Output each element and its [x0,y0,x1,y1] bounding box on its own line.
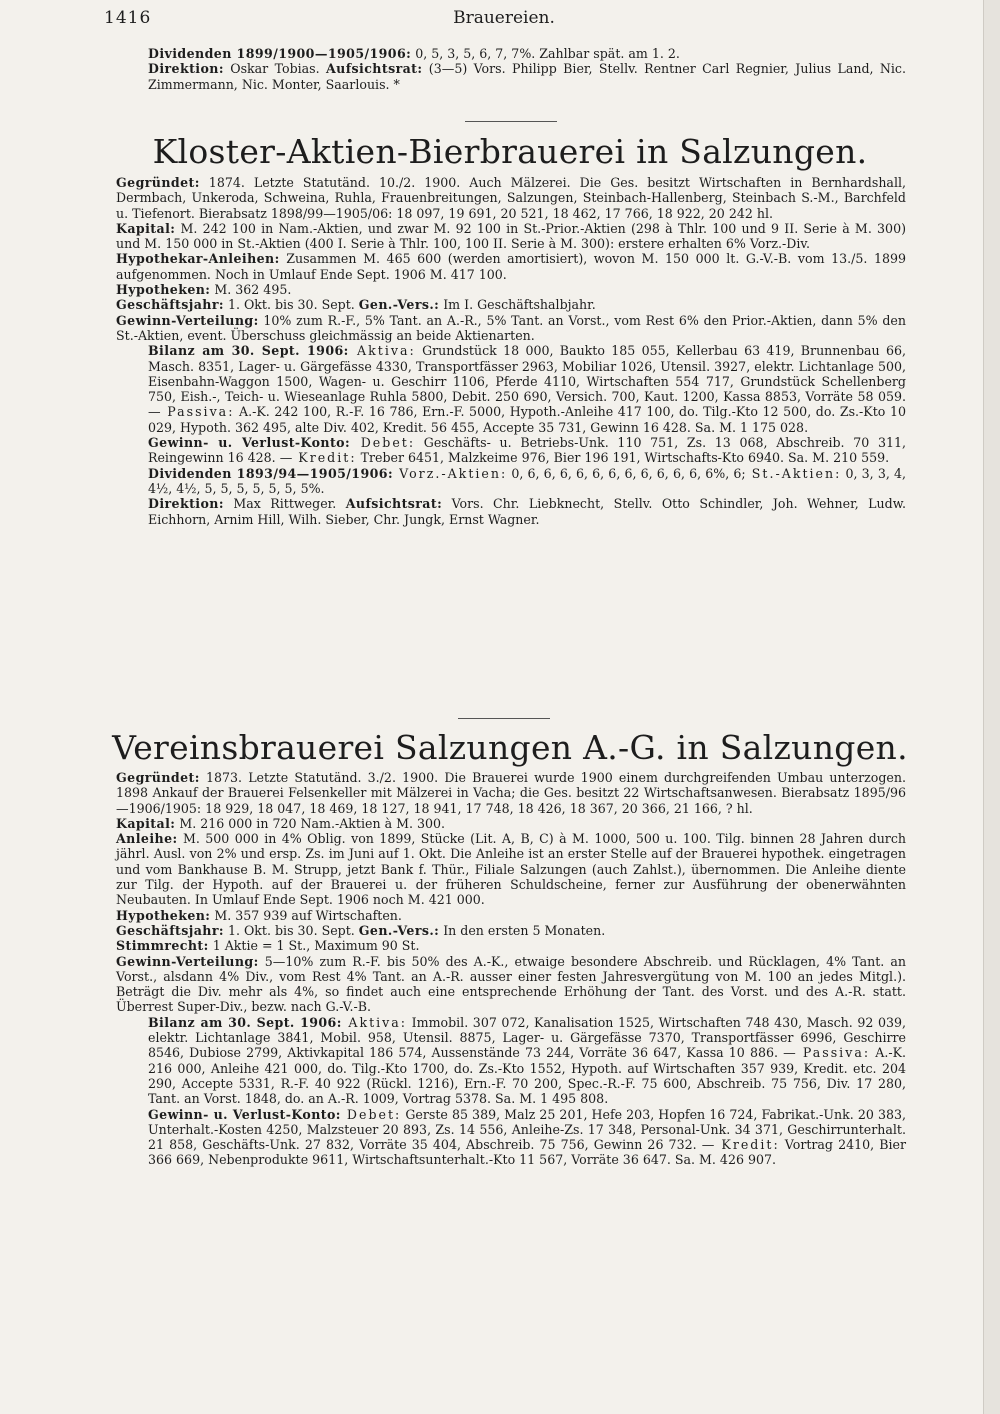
para-sp1: Vorz.-Aktien: [393,465,508,481]
para-text: 1874. Letzte Statutänd. 10./2. 1900. Auch Mälzerei. Die Ges. besitzt Wirtschaften in Bernhardshall, Dermbach, Unkeroda, Schweina, Ruhla, Frauenbreitungen, Salzungen, Steinbach-Hallenberg, Steinbach S.-M., Barchfeld u. Tiefenort. Bierabsatz 1898/99—1905/06: 18 097, 19 691, 20 521, 18 462, 17 766, 18 922, 20 242 hl. [116,175,906,221]
entry-paragraph [116,938,906,953]
para-label: Anleihe: [116,831,178,847]
para-label: Stimmrecht: [116,938,209,954]
para-label: Gewinn- u. Verlust-Konto: [148,1106,341,1122]
para-label: Geschäftsjahr: [116,922,224,938]
para-label: Gewinn- u. Verlust-Konto: [148,435,351,451]
para-text: M. 216 000 in 720 Nam.-Aktien à M. 300. [175,815,446,831]
para-label: Hypothekar-Anleihen: [116,251,280,267]
entry-paragraph [116,496,906,527]
previous-entry-tail [116,46,906,92]
para-text: Oskar Tobias. [223,61,327,77]
entry-paragraph [116,435,906,466]
para-sp2: Kredit: [292,450,357,466]
running-title: Brauereien. [453,8,555,28]
entry-paragraph [116,831,906,907]
para-text: Zusammen M. 465 600 (werden amortisiert), wovon M. 150 000 lt. G.-V.-B. vom 13./5. 1899 aufgenommen. Noch in Umlauf Ende Sept. 1906 M. 417 100. [116,251,906,282]
para-label: Hypotheken: [116,282,211,298]
para-label: Geschäftsjahr: [116,297,224,313]
entry-paragraph [116,954,906,1015]
para-label: Dividenden 1899/1900—1905/1906: [148,46,412,61]
para-sp1: Debet: [350,435,416,451]
entry-paragraph [116,923,906,938]
para-label2: Gen.-Vers.: [358,922,440,938]
para-label: Bilanz am 30. Sept. 1906: [148,1014,342,1030]
para-sp2: Passiva: [160,404,235,420]
para-sp2: St.-Aktien: [745,465,842,481]
para-label-2: Aufsichtsrat: [326,61,423,77]
para-text: M. 362 495. [210,282,292,298]
para-sp1: Aktiva: [341,1014,408,1030]
company-title-vereinsbrauerei: Vereinsbrauerei Salzungen A.-G. in Salzungen. [112,728,908,767]
para-text2: Vortrag 2410, Bier 366 669, Nebenprodukte 9611, Wirtschaftsunterhalt.-Kto 11 567, Vorräte 36 647. Sa. M. 426 907. [148,1137,907,1168]
company-title-kloster: Kloster-Aktien-Bierbrauerei in Salzungen. [152,132,868,171]
page-number: 1416 [104,8,152,28]
prev-dividends [116,46,906,61]
entry-paragraph [116,1015,906,1107]
page-edge [983,0,1000,1414]
para-label: Direktion: [148,496,224,512]
para-text: M. 500 000 in 4% Oblig. von 1899, Stücke (Lit. A, B, C) à M. 1000, 500 u. 100. Tilg. binnen 28 Jahren durch jährl. Ausl. von 2% und ersp. Zs. im Juni auf 1. Okt. Die Anleihe ist an erster Stelle auf der Brauerei hypothek. eingetragen und vom Bankhause B. M. Strupp, jetzt Bank f. Thür., Filiale Salzungen (auch Zahlst.), übernommen. Die Anleihe diente zur Tilg. der Hypoth. auf der Brauerei u. der früheren Schuldscheine, ferner zur Ausführung der obenerwähnten Neubauten. In Umlauf Ende Sept. 1906 noch M. 421 000. [116,831,906,908]
para-text: 1873. Letzte Statutänd. 3./2. 1900. Die Brauerei wurde 1900 einem durchgreifenden Umbau unterzogen. 1898 Ankauf der Brauerei Felsenkeller mit Mälzerei in Vacha; die Ges. besitzt 22 Wirtschaftsanwesen. Bierabsatz 1895/96—1906/1905: 18 929, 18 047, 18 469, 18 127, 18 941, 17 748, 18 426, 18 367, 20 366, 21 166, ? hl. [116,770,906,816]
para-text: 10% zum R.-F., 5% Tant. an A.-R., 5% Tant. an Vorst., vom Rest 6% den Prior.-Aktien, dann 5% den St.-Aktien, event. Überschuss gleichmässig an beide Aktienarten. [116,312,906,343]
para-label: Bilanz am 30. Sept. 1906: [148,343,349,359]
para-sp2: Kredit: [714,1137,780,1153]
para-text2: A.-K. 242 100, R.-F. 16 786, Ern.-F. 5000, Hypoth.-Anleihe 417 100, do. Tilg.-Kto 12 500, do. Zs.-Kto 10 029, Hypoth. 362 495, alte Div. 402, Kredit. 56 455, Accepte 35 731, Gewinn 16 428. Sa. M. 1 175 028. [148,404,906,435]
para-text: Immobil. 307 072, Kanalisation 1525, Wirtschaften 748 430, Masch. 92 039, elektr. Lichtanlage 3841, Mobil. 958, Utensil. 8875, Lager- u. Gärgefässe 7370, Transportfässer 6996, Geschirre 8546, Dubiose 2799, Aktivkapital 186 574, Aussenstände 73 244, Vorräte 36 647, Kassa 10 886. — [148,1014,906,1061]
para-text: 0, 6, 6, 6, 6, 6, 6, 6, 6, 6, 6, 6, 6%, 6; [507,465,746,481]
entry-paragraph [116,816,906,831]
company-entry-kloster [116,175,906,527]
para-text: 5—10% zum R.-F. bis 50% des A.-K., etwaige besondere Abschreib. und Rücklagen, 4% Tant. an Vorst., alsdann 4% Div., vom Rest 4% Tant. an A.-R. ausser einer festen Jahresvergütung von M. 100 an jedes Mitgl.). Beträgt die Div. mehr als 4%, so findet auch eine entsprechende Erhöhung der Tant. des Vorst. und des A.-R. statt. Überrest Super-Div., bezw. nach G.-V.-B. [116,953,906,1015]
para-label: Direktion: [148,61,224,77]
para-label: Kapital: [116,815,176,831]
para-sp1: Aktiva: [348,343,416,359]
entry-paragraph [116,770,906,816]
para-sp2: Passiva: [795,1045,871,1061]
para-text: Max Rittweger. [223,496,346,512]
para-text: Grundstück 18 000, Baukto 185 055, Kellerbau 63 419, Brunnenbau 66, Masch. 8351, Lager- u. Gärgefässe 4330, Transportfässer 2963, Mobiliar 1026, Utensil. 3927, elektr. Lichtanlage 500, Eisenbahn-Waggon 1500, Wagen- u. Geschirr 1106, Pferde 4110, Wirtschaften 554 717, Grundstück Schellenberg 750, Eish.-, Teich- u. Wieseanlage Ruhla 5800, Debit. 250 690, Versich. 700, Kaut. 1200, Kassa 8853, Vorräte 58 059. — [148,343,906,420]
para-text2: Im I. Geschäftshalbjahr. [439,297,596,313]
company-entry-vereinsbrauerei [116,770,906,1168]
para-text: 1. Okt. bis 30. Sept. [223,297,359,313]
section-divider [458,718,550,719]
para-label2: Aufsichtsrat: [345,496,443,512]
page-header [104,8,904,32]
para-label: Hypotheken: [116,907,211,923]
para-sp1: Debet: [340,1106,402,1122]
para-label2: Gen.-Vers.: [358,297,440,313]
entry-paragraph [116,313,906,344]
para-text: 0, 5, 3, 5, 6, 7, 7%. Zahlbar spät. am 1. 2. [411,46,680,61]
para-text-2: (3—5) Vors. Philipp Bier, Stellv. Rentner Carl Regnier, Julius Land, Nic. Zimmermann, Nic. Monter, Saarlouis. * [148,61,906,92]
para-text2: Treber 6451, Malzkeime 976, Bier 196 191, Wirtschafts-Kto 6940. Sa. M. 210 559. [356,450,890,466]
entry-paragraph [116,343,906,435]
para-text2: 0, 3, 3, 4, 4½, 4½, 5, 5, 5, 5, 5, 5, 5%. [148,465,906,496]
para-text: M. 242 100 in Nam.-Aktien, und zwar M. 92 100 in St.-Prior.-Aktien (298 à Thlr. 100 und 9 II. Serie à M. 300) und M. 150 000 in St.-Aktien (400 I. Serie à Thlr. 100, 100 II. Serie à M. 300): erstere erhalten 6% Vorz.-Div. [116,220,906,252]
para-label: Kapital: [116,220,176,236]
para-label: Gewinn-Verteilung: [116,953,259,969]
para-text: 1 Aktie = 1 St., Maximum 90 St. [208,938,420,954]
section-divider [465,121,557,122]
entry-paragraph [116,466,906,497]
para-text: Gerste 85 389, Malz 25 201, Hefe 203, Hopfen 16 724, Fabrikat.-Unk. 20 383, Unterhalt.-Kosten 4250, Malzsteuer 20 893, Zs. 14 556, Anleihe-Zs. 17 348, Personal-Unk. 34 371, Geschirrunterhalt. 21 858, Geschäfts-Unk. 27 832, Vorräte 35 404, Abschreib. 75 756, Gewinn 26 732. — [148,1106,906,1153]
entry-paragraph [116,175,906,221]
para-label: Gegründet: [116,175,200,190]
para-text: Geschäfts- u. Betriebs-Unk. 110 751, Zs. 13 068, Abschreib. 70 311, Reingewinn 16 428. — [148,435,906,466]
entry-paragraph [116,282,906,297]
entry-paragraph [116,1107,906,1168]
prev-direction [116,61,906,92]
entry-paragraph [116,908,906,923]
para-label: Gegründet: [116,770,200,785]
para-label: Gewinn-Verteilung: [116,312,259,328]
entry-paragraph [116,221,906,252]
entry-paragraph [116,251,906,282]
para-text: 1. Okt. bis 30. Sept. [223,922,359,938]
para-text2: A.-K. 216 000, Anleihe 421 000, do. Tilg.-Kto 1700, do. Zs.-Kto 1552, Hypoth. auf Wirtschaften 357 939, Kredit. etc. 204 290, Accepte 5331, R.-F. 40 922 (Rückl. 1216), Ern.-F. 70 200, Spec.-R.-F. 75 600, Abschreib. 75 756, Div. 17 280, Tant. an Vorst. 1848, do. an A.-R. 1009, Vortrag 5378. Sa. M. 1 495 808. [148,1045,906,1107]
para-text: M. 357 939 auf Wirtschaften. [210,907,402,923]
entry-paragraph [116,297,906,312]
para-label: Dividenden 1893/94—1905/1906: [148,465,394,481]
para-text2: In den ersten 5 Monaten. [439,922,606,938]
para-text2: Vors. Chr. Liebknecht, Stellv. Otto Schindler, Joh. Wehner, Ludw. Eichhorn, Arnim Hill, Wilh. Sieber, Chr. Jungk, Ernst Wagner. [148,496,906,527]
